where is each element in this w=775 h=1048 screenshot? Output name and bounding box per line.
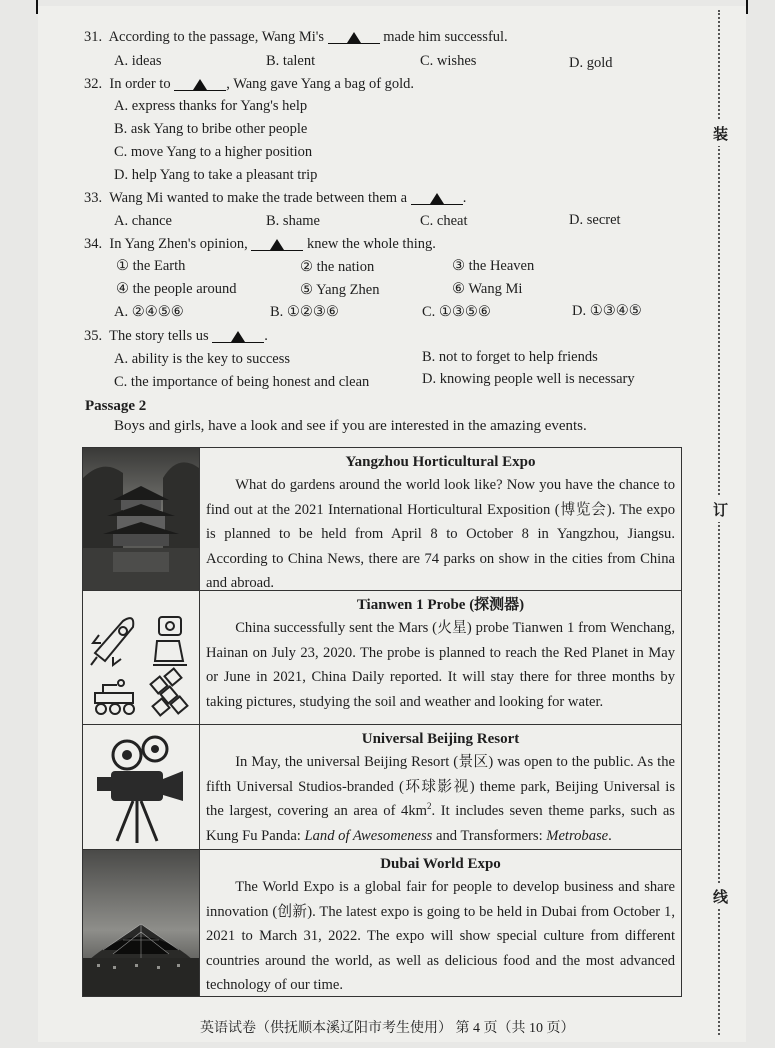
- question-stem-post: .: [462, 190, 467, 206]
- passage-heading: Passage 2: [85, 398, 147, 414]
- option-b: B. not to forget to help friends: [422, 349, 598, 365]
- rocket-icon: [91, 618, 133, 665]
- binding-mark-ding: 订: [713, 497, 728, 522]
- binding-mark-zhuang: 装: [713, 121, 728, 146]
- page-edge-right: [746, 0, 748, 14]
- question-31-stem: [84, 29, 508, 46]
- binding-mark-xian: 线: [713, 884, 728, 909]
- option-a: A. ②④⑤⑥: [114, 304, 184, 320]
- event-card: [200, 850, 681, 996]
- option-d: D. knowing people well is necessary: [422, 371, 635, 387]
- question-number: 31.: [84, 29, 103, 45]
- binding-line: [718, 10, 720, 1035]
- option-a: A. ability is the key to success: [114, 351, 290, 367]
- triangle-icon: [430, 193, 444, 204]
- event-title: Tianwen 1 Probe (探测器): [356, 597, 525, 613]
- choice-item: ⑤ Yang Zhen: [300, 282, 380, 298]
- question-stem-post: knew the whole thing.: [306, 236, 436, 252]
- option-b: B. shame: [266, 213, 320, 229]
- option-a: A. chance: [114, 213, 172, 229]
- option-b: B. ask Yang to bribe other people: [114, 121, 308, 137]
- choice-item: ② the nation: [300, 259, 375, 275]
- triangle-icon: [193, 79, 207, 90]
- option-c: C. cheat: [420, 213, 468, 229]
- option-d: D. help Yang to take a pleasant trip: [114, 167, 318, 183]
- option-b: B. talent: [266, 53, 316, 69]
- option-c: C. move Yang to a higher position: [114, 144, 313, 160]
- event-row: [83, 591, 681, 725]
- option-c: C. wishes: [420, 53, 477, 69]
- question-number: 35.: [84, 328, 103, 344]
- question-34-stem: [84, 236, 436, 253]
- space-icons-icon: [83, 591, 200, 724]
- triangle-icon: [347, 32, 361, 43]
- option-c: C. ①③⑤⑥: [422, 304, 491, 320]
- choice-item: ④ the people around: [116, 281, 237, 297]
- question-number: 34.: [84, 236, 103, 252]
- answer-blank: [212, 330, 264, 343]
- question-33-stem: [84, 190, 466, 207]
- page-footer: 英语试卷（供抚顺本溪辽阳市考生使用） 第 4 页（共 10 页）: [200, 1021, 575, 1036]
- event-row: [83, 448, 681, 591]
- event-body: The World Expo is a global fair for people to develop business and share innovation (创新). The latest expo is going to be held in Dubai from October 1, 2021 to March 31, 2022. The expo will show special culture from different countries around the world, as well as delicious food and the most advanced technology of our time.: [206, 879, 675, 993]
- question-stem-pre: In order to: [109, 76, 171, 92]
- answer-blank: [328, 31, 380, 44]
- choice-item: ① the Earth: [116, 258, 186, 274]
- answer-blank: [174, 78, 226, 91]
- question-stem-pre: The story tells us: [109, 328, 209, 344]
- event-row: [83, 850, 681, 996]
- astronaut-icon: [153, 617, 187, 665]
- pagoda-photo-icon: [83, 448, 200, 590]
- option-b: B. ①②③⑥: [270, 304, 339, 320]
- event-body: In May, the universal Beijing Resort (景区) was open to the public. As the fifth Universal Studios-branded (环球影视) theme park, Beijing Universal is the largest, covering an area of $4km^2$. It includes seven theme parks, such as Kung Fu Panda: Land of Awesomeness and Transformers: Metrobase.: [206, 754, 675, 844]
- choice-item: ③ the Heaven: [452, 258, 535, 274]
- option-d: D. gold: [569, 55, 613, 71]
- event-body: China successfully sent the Mars (火星) probe Tianwen 1 from Wenchang, Hainan on July 23, 2020. The probe is planned to reach the Red Planet in May or June in 2021, China Daily reported. It will stay there for three months by taking pictures, studying the soil and weather and looking for water.: [206, 620, 675, 710]
- question-35-stem: [84, 328, 268, 345]
- passage-intro: Boys and girls, have a look and see if you are interested in the amazing events.: [114, 418, 587, 434]
- question-stem-post: made him successful.: [383, 29, 508, 45]
- question-stem-pre: In Yang Zhen's opinion,: [109, 236, 248, 252]
- question-32-stem: [84, 76, 414, 93]
- choice-item: ⑥ Wang Mi: [452, 281, 523, 297]
- option-a: A. ideas: [114, 53, 162, 69]
- event-card: [200, 448, 681, 590]
- question-stem-post: .: [264, 328, 268, 344]
- question-number: 33.: [84, 190, 103, 206]
- event-row: [83, 725, 681, 850]
- event-card: [200, 591, 681, 724]
- option-d: D. secret: [569, 212, 621, 228]
- film-projector-icon: [83, 725, 200, 849]
- events-table: [82, 447, 682, 997]
- event-body: What do gardens around the world look like? Now you have the chance to find out at the 2021 International Horticultural Exposition (博览会). The expo is planned to be held from April 8 to October 8 in Yangzhou, Jiangsu. According to China News, there are 74 parks on show in the cities from China and abroad.: [206, 477, 675, 591]
- expo-building-photo-icon: [83, 850, 200, 996]
- answer-blank: [251, 238, 303, 251]
- rover-icon: [95, 680, 134, 714]
- answer-blank: [411, 192, 463, 205]
- triangle-icon: [231, 331, 245, 342]
- question-stem-pre: Wang Mi wanted to make the trade between them a: [109, 190, 408, 206]
- question-number: 32.: [84, 76, 103, 92]
- event-card: [200, 725, 681, 849]
- event-title: Yangzhou Horticultural Expo: [345, 454, 536, 470]
- question-stem-post: , Wang gave Yang a bag of gold.: [226, 76, 415, 92]
- option-c: C. the importance of being honest and clean: [114, 374, 370, 390]
- question-stem-pre: According to the passage, Wang Mi's: [108, 29, 324, 45]
- triangle-icon: [270, 239, 284, 250]
- event-title: Dubai World Expo: [380, 856, 501, 872]
- satellite-icon: [151, 669, 188, 716]
- option-a: A. express thanks for Yang's help: [114, 98, 308, 114]
- event-title: Universal Beijing Resort: [361, 731, 520, 747]
- option-d: D. ①③④⑤: [572, 303, 642, 319]
